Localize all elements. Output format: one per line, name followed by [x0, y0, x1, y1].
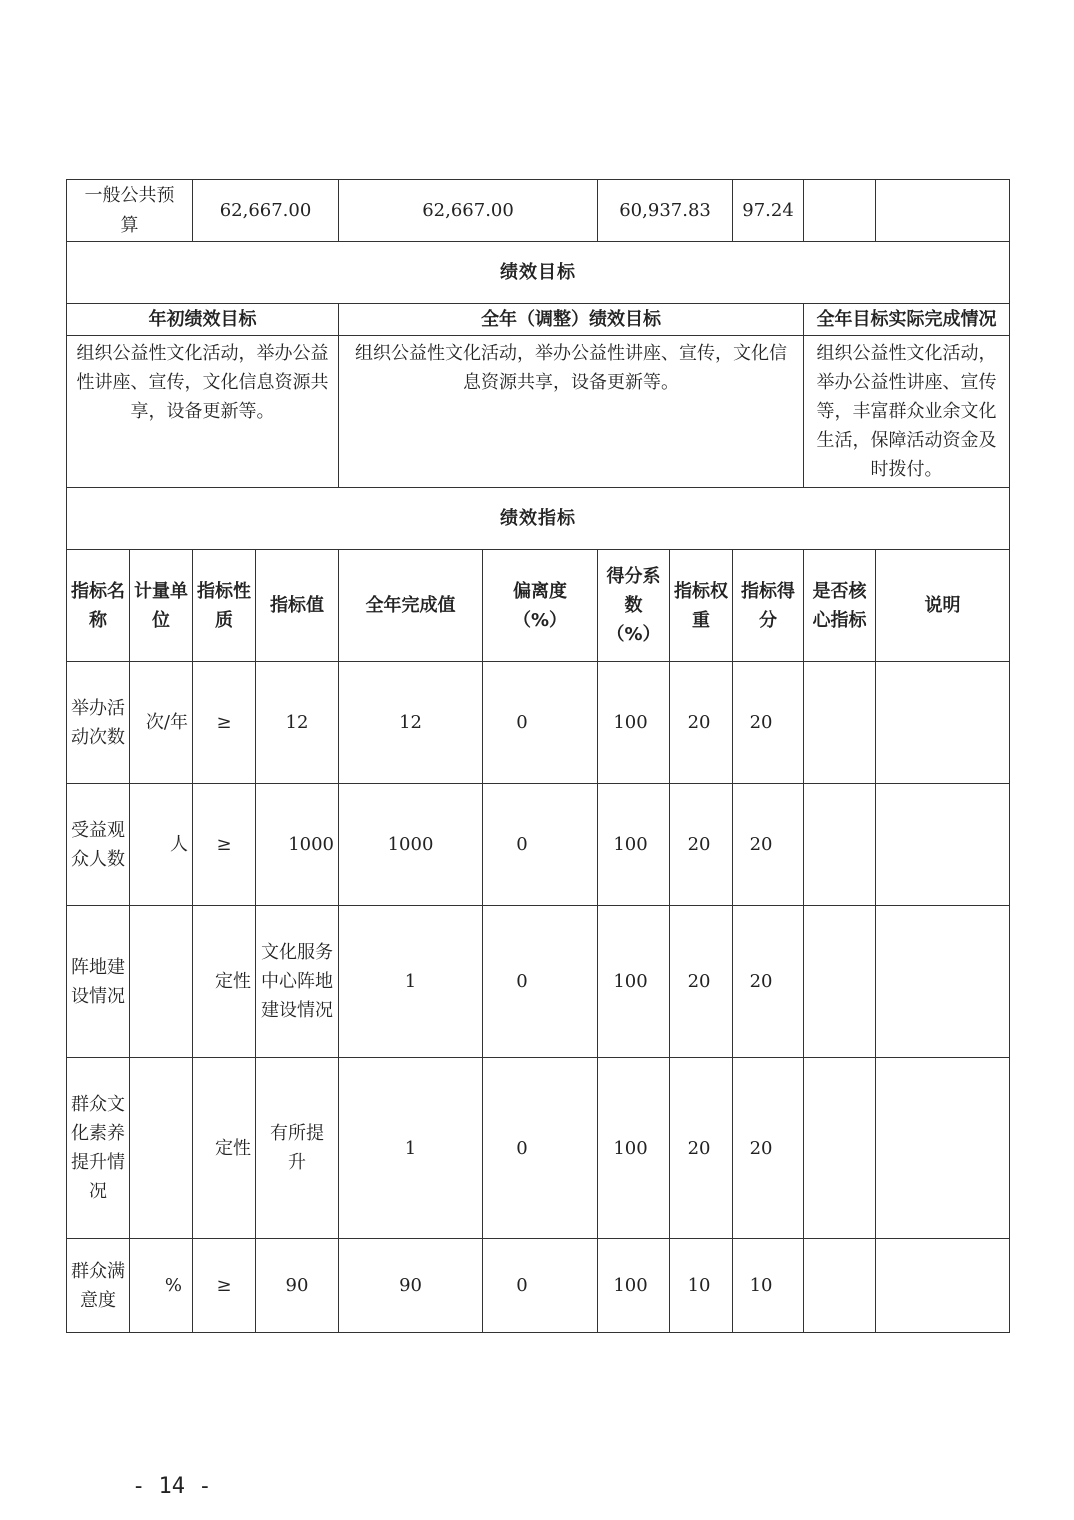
indicator-unit: %	[130, 1239, 193, 1333]
indicator-weight: 20	[670, 906, 733, 1058]
budget-value-6	[876, 180, 1010, 242]
indicator-unit	[130, 1058, 193, 1239]
indicator-actual: 1	[339, 906, 483, 1058]
indicator-core	[804, 906, 876, 1058]
indicator-coefficient: 100	[598, 1058, 670, 1239]
indicator-deviation: 0	[483, 1058, 598, 1239]
indicator-core	[804, 662, 876, 784]
indicator-nature: ≥	[193, 784, 256, 906]
indicator-coefficient: 100	[598, 1239, 670, 1333]
indicator-nature: 定性	[193, 906, 256, 1058]
header-core: 是否核心指标	[804, 550, 876, 662]
header-deviation: 偏离度（%）	[483, 550, 598, 662]
table-row	[67, 784, 1010, 906]
indicator-name: 举办活动次数	[67, 662, 130, 784]
indicator-note	[876, 662, 1010, 784]
table-row	[67, 662, 1010, 784]
budget-value-3: 60,937.83	[598, 180, 733, 242]
indicator-note	[876, 1239, 1010, 1333]
budget-row	[67, 180, 1010, 242]
indicator-name: 群众文化素养提升情况	[67, 1058, 130, 1239]
header-unit: 计量单位	[130, 550, 193, 662]
goals-col3-header: 全年目标实际完成情况	[804, 304, 1010, 336]
goals-col1-text: 组织公益性文化活动，举办公益性讲座、宣传，文化信息资源共享，设备更新等。	[67, 336, 339, 488]
indicators-title: 绩效指标	[67, 488, 1010, 550]
indicator-note	[876, 1058, 1010, 1239]
indicator-name: 阵地建设情况	[67, 906, 130, 1058]
table-row	[67, 906, 1010, 1058]
header-target-value: 指标值	[256, 550, 339, 662]
goals-title-row	[67, 242, 1010, 304]
budget-value-4: 97.24	[733, 180, 804, 242]
budget-value-2: 62,667.00	[339, 180, 598, 242]
indicator-deviation: 0	[483, 662, 598, 784]
page-number: - 14 -	[132, 1474, 212, 1499]
indicator-name: 群众满意度	[67, 1239, 130, 1333]
indicator-score: 20	[733, 906, 804, 1058]
header-weight: 指标权重	[670, 550, 733, 662]
table-row	[67, 1058, 1010, 1239]
indicator-deviation: 0	[483, 1239, 598, 1333]
indicator-name: 受益观众人数	[67, 784, 130, 906]
header-score: 指标得分	[733, 550, 804, 662]
table-row	[67, 1239, 1010, 1333]
indicator-actual: 90	[339, 1239, 483, 1333]
indicator-target: 文化服务中心阵地建设情况	[256, 906, 339, 1058]
indicator-score: 10	[733, 1239, 804, 1333]
indicator-coefficient: 100	[598, 906, 670, 1058]
goals-col2-text: 组织公益性文化活动，举办公益性讲座、宣传，文化信息资源共享，设备更新等。	[339, 336, 804, 488]
indicator-unit: 次/年	[130, 662, 193, 784]
indicator-actual: 1	[339, 1058, 483, 1239]
header-nature: 指标性质	[193, 550, 256, 662]
indicator-target: 90	[256, 1239, 339, 1333]
indicator-score: 20	[733, 784, 804, 906]
indicator-unit	[130, 906, 193, 1058]
indicator-nature: ≥	[193, 662, 256, 784]
indicator-nature: 定性	[193, 1058, 256, 1239]
budget-value-5	[804, 180, 876, 242]
indicator-weight: 20	[670, 1058, 733, 1239]
indicators-header-row	[67, 550, 1010, 662]
goals-text-row	[67, 336, 1010, 488]
indicator-nature: ≥	[193, 1239, 256, 1333]
indicator-actual: 12	[339, 662, 483, 784]
budget-value-1: 62,667.00	[193, 180, 339, 242]
indicator-actual: 1000	[339, 784, 483, 906]
goals-col3-text: 组织公益性文化活动，举办公益性讲座、宣传等，丰富群众业余文化生活，保障活动资金及时拨付。	[804, 336, 1010, 488]
goals-col1-header: 年初绩效目标	[67, 304, 339, 336]
goals-title: 绩效目标	[67, 242, 1010, 304]
indicator-coefficient: 100	[598, 784, 670, 906]
indicator-weight: 20	[670, 784, 733, 906]
indicator-target: 12	[256, 662, 339, 784]
indicator-note	[876, 784, 1010, 906]
indicator-deviation: 0	[483, 784, 598, 906]
header-actual-value: 全年完成值	[339, 550, 483, 662]
indicator-deviation: 0	[483, 906, 598, 1058]
indicator-weight: 20	[670, 662, 733, 784]
indicator-core	[804, 1239, 876, 1333]
performance-table	[66, 179, 1010, 1333]
goals-col2-header: 全年（调整）绩效目标	[339, 304, 804, 336]
header-note: 说明	[876, 550, 1010, 662]
indicator-target: 有所提升	[256, 1058, 339, 1239]
indicator-target: 1000	[256, 784, 339, 906]
header-coefficient: 得分系数（%）	[598, 550, 670, 662]
indicator-core	[804, 784, 876, 906]
indicators-title-row	[67, 488, 1010, 550]
indicator-coefficient: 100	[598, 662, 670, 784]
header-indicator-name: 指标名称	[67, 550, 130, 662]
budget-label: 一般公共预算	[67, 180, 193, 242]
indicator-score: 20	[733, 1058, 804, 1239]
indicator-score: 20	[733, 662, 804, 784]
indicator-core	[804, 1058, 876, 1239]
indicator-weight: 10	[670, 1239, 733, 1333]
goals-header-row	[67, 304, 1010, 336]
indicator-note	[876, 906, 1010, 1058]
indicator-unit: 人	[130, 784, 193, 906]
